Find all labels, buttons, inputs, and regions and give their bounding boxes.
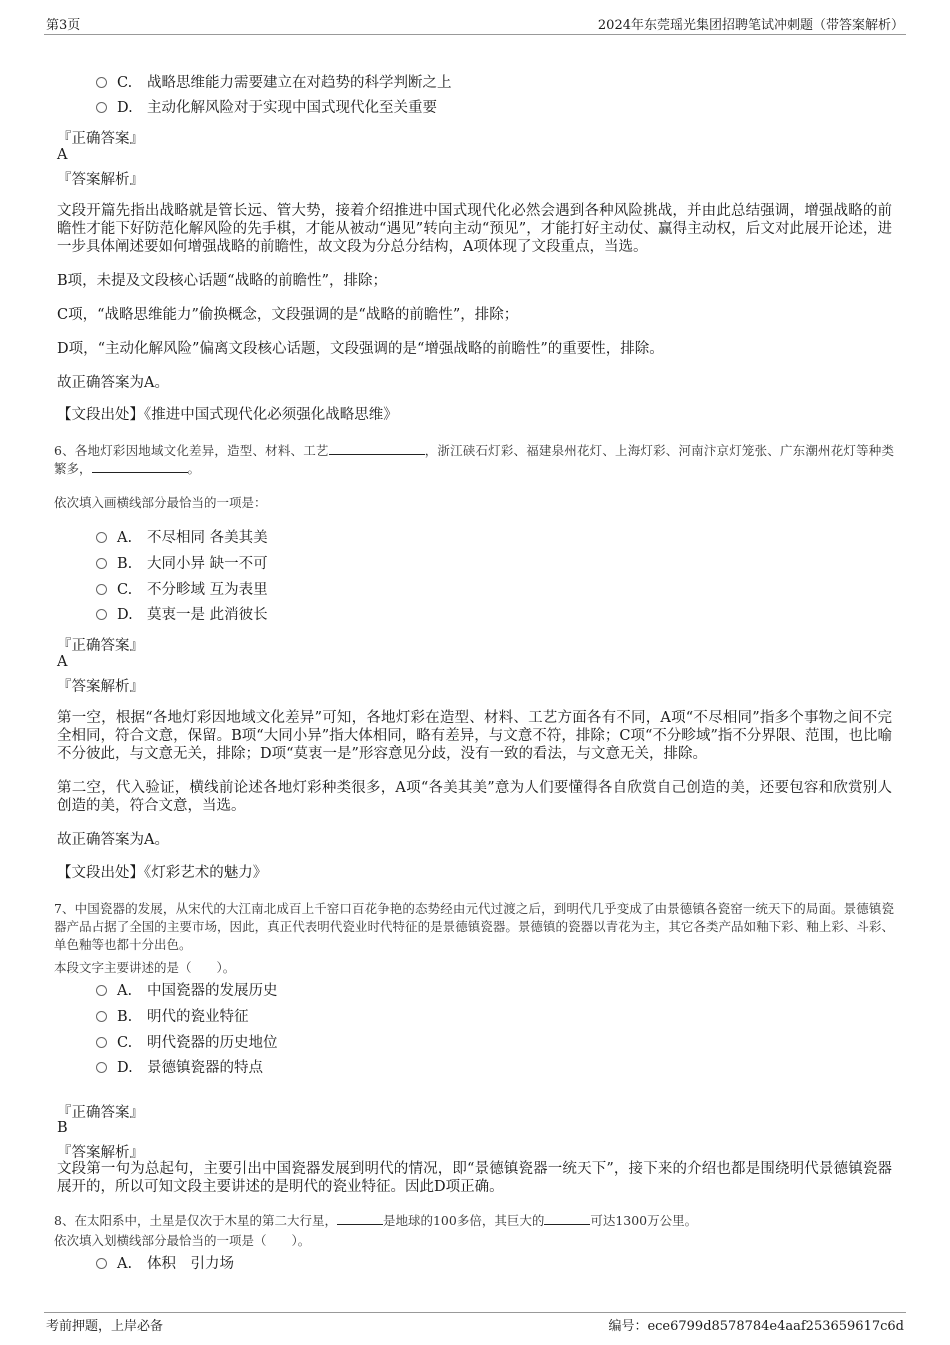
q6-option-b[interactable]: B. 大同小异 缺一不可 bbox=[96, 553, 268, 575]
page-footer bbox=[44, 1312, 906, 1335]
q5-analysis-paragraph: 文段开篇先指出战略就是管长远、管大势，接着介绍推进中国式现代化必然会遇到各种风险挑战，并由此总结强调，增强战略的前瞻性才能下好防范化解风险的先手棋，才能从被动“遇见”转向主动“预见”，才能打好主动仗、赢得主动权，后文对此展开论述，进一步具体阐述要如何增强战略的前瞻性，故文段为分总分结构，A项体现了文段重点，当选。 bbox=[57, 203, 892, 255]
q5-option-d[interactable]: D. 主动化解风险对于实现中国式现代化至关重要 bbox=[96, 97, 437, 119]
q5-option-c[interactable]: C. 战略思维能力需要建立在对趋势的科学判断之上 bbox=[96, 72, 452, 94]
q7-answer: B bbox=[57, 1120, 68, 1136]
q7-prompt: 本段文字主要讲述的是（ ）。 bbox=[54, 960, 236, 975]
radio-icon[interactable] bbox=[96, 532, 107, 543]
q6-prompt: 依次填入画横线部分最恰当的一项是： bbox=[54, 495, 267, 510]
q6-analysis-paragraph: 第二空，代入验证，横线前论述各地灯彩种类很多，A项“各美其美”意为人们要懂得各自欣赏自己创造的美，还要包容和欣赏别人创造的美，符合文意，当选。 bbox=[57, 780, 892, 814]
fill-blank bbox=[92, 460, 188, 473]
q7-option-c[interactable]: C. 明代瓷器的历史地位 bbox=[96, 1032, 278, 1054]
q7-answer-label: 『正确答案』 bbox=[57, 1105, 144, 1121]
q5-source: 【文段出处】《推进中国式现代化必须强化战略思维》 bbox=[57, 407, 398, 423]
radio-icon[interactable] bbox=[96, 609, 107, 620]
q6-answer: A bbox=[57, 654, 68, 670]
radio-icon[interactable] bbox=[96, 558, 107, 569]
q8-prompt: 依次填入划横线部分最恰当的一项是（ ）。 bbox=[54, 1233, 311, 1248]
fill-blank bbox=[337, 1212, 383, 1225]
q5-analysis-paragraph: C项，“战略思维能力”偷换概念，文段强调的是“战略的前瞻性”，排除； bbox=[57, 307, 519, 323]
q6-answer-label: 『正确答案』 bbox=[57, 638, 144, 654]
q5-answer: A bbox=[57, 147, 68, 163]
q8-stem: 8、在太阳系中，土星是仅次于木星的第二大行星， 是地球的100多倍，其巨大的 可达1300万公里。 bbox=[54, 1213, 698, 1228]
q6-analysis-label: 『答案解析』 bbox=[57, 679, 144, 695]
q7-analysis-label: 『答案解析』 bbox=[57, 1145, 144, 1161]
q6-option-a[interactable]: A. 不尽相同 各美其美 bbox=[96, 527, 268, 549]
fill-blank bbox=[544, 1212, 590, 1225]
q8-option-a[interactable]: A. 体积 引力场 bbox=[96, 1253, 234, 1275]
q5-analysis-paragraph: D项，“主动化解风险”偏离文段核心话题，文段强调的是“增强战略的前瞻性”的重要性，排除。 bbox=[57, 341, 664, 357]
radio-icon[interactable] bbox=[96, 102, 107, 113]
q6-option-c[interactable]: C. 不分畛域 互为表里 bbox=[96, 579, 268, 601]
radio-icon[interactable] bbox=[96, 1062, 107, 1073]
q5-analysis-paragraph: 故正确答案为A。 bbox=[57, 375, 169, 391]
radio-icon[interactable] bbox=[96, 1037, 107, 1048]
document-id: 编号：ece6799d8578784e4aaf253659617c6d bbox=[608, 1319, 904, 1334]
radio-icon[interactable] bbox=[96, 584, 107, 595]
page-number: 第3页 bbox=[46, 18, 81, 33]
page-header bbox=[44, 14, 906, 35]
q5-answer-label: 『正确答案』 bbox=[57, 131, 144, 147]
radio-icon[interactable] bbox=[96, 1011, 107, 1022]
footer-slogan: 考前押题，上岸必备 bbox=[46, 1319, 164, 1334]
q5-analysis-label: 『答案解析』 bbox=[57, 172, 144, 188]
radio-icon[interactable] bbox=[96, 1258, 107, 1269]
radio-icon[interactable] bbox=[96, 985, 107, 996]
radio-icon[interactable] bbox=[96, 77, 107, 88]
q6-stem: 6、各地灯彩因地域文化差异，造型、材料、工艺 ，浙江硖石灯彩、福建泉州花灯、上海灯彩、河南汴京灯笼张、广东潮州花灯等种类繁多， 。 bbox=[54, 443, 894, 476]
q7-analysis-paragraph: 文段第一句为总起句，主要引出中国瓷器发展到明代的情况，即“景德镇瓷器一统天下”，接下来的介绍也都是围绕明代景德镇瓷器展开的，所以可知文段主要讲述的是明代的瓷业特征。因此D项正确。 bbox=[57, 1161, 892, 1195]
document-title: 2024年东莞瑶光集团招聘笔试冲刺题（带答案解析） bbox=[597, 18, 904, 33]
q7-option-b[interactable]: B. 明代的瓷业特征 bbox=[96, 1006, 249, 1028]
q6-source: 【文段出处】《灯彩艺术的魅力》 bbox=[57, 865, 268, 881]
q7-option-a[interactable]: A. 中国瓷器的发展历史 bbox=[96, 980, 278, 1002]
q7-stem: 7、中国瓷器的发展，从宋代的大江南北成百上千窑口百花争艳的态势经由元代过渡之后，到明代几乎变成了由景德镇各瓷窑一统天下的局面。景德镇瓷器产品占据了全国的主要市场，因此，真正代表明代瓷业时代特征的是景德镇瓷器。景德镇的瓷器以青花为主，其它各类产品如釉下彩、釉上彩、斗彩、单色釉等也都十分出色。 bbox=[54, 901, 894, 952]
q5-analysis-paragraph: B项，未提及文段核心话题“战略的前瞻性”，排除； bbox=[57, 273, 387, 289]
q6-option-d[interactable]: D. 莫衷一是 此消彼长 bbox=[96, 604, 268, 626]
q7-option-d[interactable]: D. 景德镇瓷器的特点 bbox=[96, 1057, 263, 1079]
fill-blank bbox=[329, 442, 425, 455]
q6-analysis-paragraph: 第一空，根据“各地灯彩因地域文化差异”可知，各地灯彩在造型、材料、工艺方面各有不同，A项“不尽相同”指多个事物之间不完全相同，符合文意，保留。B项“大同小异”指大体相同，略有差异，与文意不符，排除；C项“不分畛域”指不分界限、范围，也比喻不分彼此，与文意无关，排除；D项“莫衷一是”形容意见分歧，没有一致的看法，与文意无关，排除。 bbox=[57, 710, 892, 762]
q6-analysis-paragraph: 故正确答案为A。 bbox=[57, 832, 169, 848]
